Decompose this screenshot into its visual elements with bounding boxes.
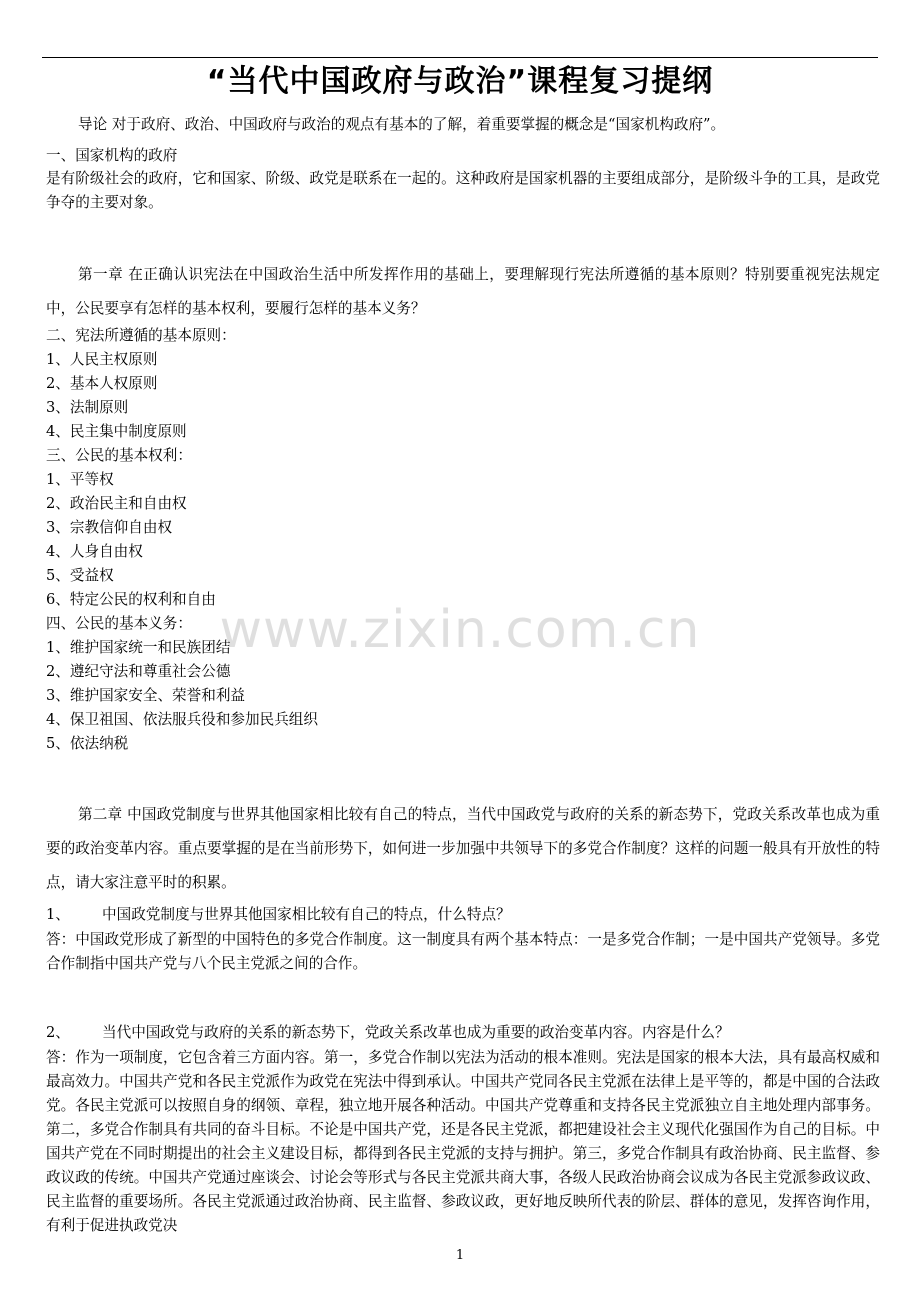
section-heading: 四、公民的基本义务： — [46, 615, 192, 632]
list-item: 2、遵纪守法和尊重社会公德 — [46, 663, 231, 680]
list-item: 1、人民主权原则 — [46, 351, 158, 368]
chapter-intro: 第二章 中国政党制度与世界其他国家相比较有自己的特点，当代中国政党与政府的关系的新态势下，党政关系改革也成为重要的政治变革内容。重点要掌握的是在当前形势下，如何进一步加强中共领导下的多党合作制度？这样的问题一般具有开放性的特点，请大家注意平时的积累。 — [46, 806, 880, 891]
question-text: 当代中国政党与政府的关系的新态势下，党政关系改革也成为重要的政治变革内容。内容是什么？ — [102, 1024, 730, 1041]
answer-paragraph: 答：中国政党形成了新型的中国特色的多党合作制度。这一制度具有两个基本特点：一是多党合作制；一是中国共产党领导。多党合作制指中国共产党与八个民主党派之间的合作。 — [46, 931, 880, 972]
list-item: 2、政治民主和自由权 — [46, 495, 187, 512]
intro-paragraph: 导论 对于政府、政治、中国政府与政治的观点有基本的了解，着重要掌握的概念是“国家机构政府”。 — [78, 116, 726, 133]
page-number: 1 — [455, 1248, 465, 1263]
question-number: 1、 — [46, 906, 70, 923]
section-heading: 一、国家机构的政府 — [46, 147, 178, 164]
list-item: 3、维护国家安全、荣誉和利益 — [46, 687, 246, 704]
list-item: 4、人身自由权 — [46, 543, 143, 560]
section-body: 是有阶级社会的政府，它和国家、阶级、政党是联系在一起的。这种政府是国家机器的主要组成部分，是阶级斗争的工具，是政党争夺的主要对象。 — [46, 170, 880, 211]
question-line — [46, 904, 511, 926]
answer-paragraph: 答：作为一项制度，它包含着三方面内容。第一，多党合作制以宪法为活动的根本准则。宪法是国家的根本大法，具有最高权威和最高效力。中国共产党和各民主党派作为政党在宪法中得到承认。中国共产党同各民主党派在法律上是平等的，都是中国的合法政党。各民主党派可以按照自身的纲领、章程，独立地开展各种活动。中国共产党尊重和支持各民主党派独立自主地处理内部事务。第二，多党合作制具有共同的奋斗目标。不论是中国共产党，还是各民主党派，都把建设社会主义现代化强国作为自己的目标。中国共产党在不同时期提出的社会主义建设目标，都得到各民主党派的支持与拥护。第三，多党合作制具有政治协商、民主监督、参政议政的传统。中国共产党通过座谈会、讨论会等形式与各民主党派共商大事，各级人民政治协商会议成为各民主党派参政议政、民主监督的重要场所。各民主党派通过政治协商、民主监督、参政议政，更好地反映所代表的阶层、群体的意见，发挥咨询作用，有利于促进执政党决 — [46, 1049, 880, 1234]
list-item: 3、宗教信仰自由权 — [46, 519, 173, 536]
list-item: 4、民主集中制度原则 — [46, 423, 187, 440]
section-heading: 二、宪法所遵循的基本原则： — [46, 327, 236, 344]
question-line — [46, 1022, 730, 1044]
list-item: 5、受益权 — [46, 567, 114, 584]
list-item: 6、特定公民的权利和自由 — [46, 591, 216, 608]
list-item: 4、保卫祖国、依法服兵役和参加民兵组织 — [46, 711, 318, 728]
header-rule — [42, 57, 878, 58]
list-item: 5、依法纳税 — [46, 735, 129, 752]
list-item: 1、平等权 — [46, 471, 114, 488]
list-item: 2、基本人权原则 — [46, 375, 158, 392]
section-heading: 三、公民的基本权利： — [46, 447, 192, 464]
question-text: 中国政党制度与世界其他国家相比较有自己的特点，什么特点？ — [102, 906, 511, 923]
page-title: “当代中国政府与政治”课程复习提纲 — [206, 64, 714, 99]
list-item: 1、维护国家统一和民族团结 — [46, 639, 231, 656]
watermark: www.zixin.com.cn — [219, 600, 701, 660]
question-number: 2、 — [46, 1024, 70, 1041]
chapter-intro: 第一章 在正确认识宪法在中国政治生活中所发挥作用的基础上，要理解现行宪法所遵循的基本原则？特别要重视宪法规定中，公民要享有怎样的基本权利，要履行怎样的基本义务？ — [46, 266, 880, 317]
list-item: 3、法制原则 — [46, 399, 129, 416]
